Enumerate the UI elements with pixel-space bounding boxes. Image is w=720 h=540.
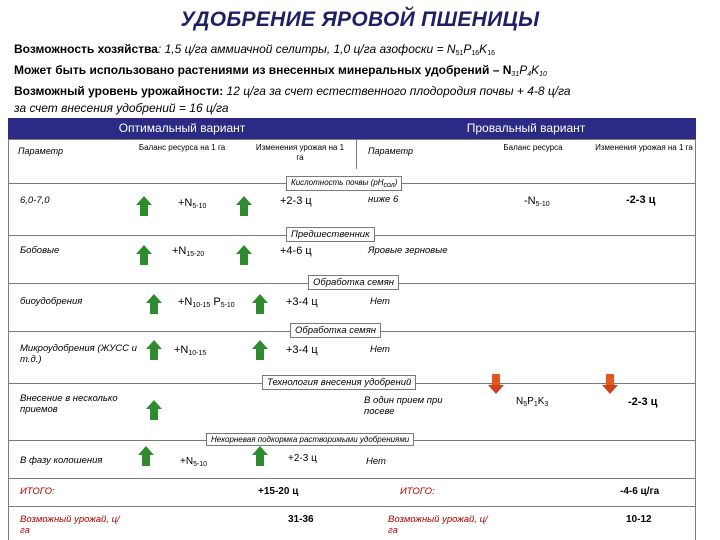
arrow-up-icon [138, 446, 154, 466]
sub: 10 [539, 71, 547, 78]
sub: 5-10 [535, 201, 550, 208]
comparison-table [8, 139, 696, 540]
row2-yield: +4-6 ц [280, 245, 312, 257]
col-balance-right: Баланс ресурса [503, 143, 563, 152]
yield-level-text-2: за счет внесения удобрений = 16 ц/га [14, 101, 229, 115]
k-letter: K [479, 42, 488, 56]
sub: 1 [533, 401, 538, 408]
row2-balance [172, 245, 204, 258]
band-foliar: Некорневая подкормка растворимыми удобрениями [206, 433, 414, 446]
arrow-up-icon [136, 245, 152, 265]
row5-fail-param: В один прием при посеве [364, 395, 443, 417]
sub: 5-10 [193, 461, 208, 468]
col-param-left: Параметр [18, 146, 64, 156]
band-acidity-text: Кислотность почвы (pH [291, 178, 384, 187]
row3-balance [178, 296, 235, 309]
arrow-down-icon [602, 374, 618, 394]
row2-balance-n: +N [172, 245, 187, 257]
band-line [8, 506, 696, 507]
p-letter: P [463, 42, 472, 56]
row3-fail-param: Нет [370, 296, 390, 307]
farm-capability-text: : 1,5 ц/га аммиачной селитры, 1,0 ц/га азофоски = N [157, 42, 456, 56]
row5-fail-yield: -2-3 ц [628, 396, 658, 408]
sub: 16 [487, 50, 495, 57]
row3-yield: +3-4 ц [286, 296, 318, 308]
sub: 3 [544, 401, 549, 408]
usable-nutrients-text: Может быть использовано растениями из внесенных минеральных удобрений – N [14, 63, 512, 77]
row2-fail-param: Яровые зерновые [368, 245, 448, 256]
row1-fail-param: ниже 6 [368, 194, 399, 205]
yield-level-label: Возможный уровень урожайности: [14, 84, 224, 98]
fail-total-label: ИТОГО: [400, 486, 435, 497]
sub: 5-10 [192, 203, 207, 210]
row1-fail-yield: -2-3 ц [626, 194, 656, 206]
failed-header: Провальный вариант [356, 118, 696, 139]
arrow-up-icon [236, 245, 252, 265]
optimal-header: Оптимальный вариант [8, 118, 356, 139]
sub: 5 [523, 401, 528, 408]
p-letter: P [527, 396, 534, 407]
arrow-up-icon [146, 340, 162, 360]
k-letter: K [531, 63, 540, 77]
arrow-up-icon [146, 400, 162, 420]
p-letter: P [519, 63, 528, 77]
arrow-up-icon [252, 340, 268, 360]
sub: 4 [527, 71, 532, 78]
sub: 10-15 [192, 302, 211, 309]
sub: 10-15 [188, 350, 207, 357]
total-value: +15-20 ц [258, 486, 299, 497]
row3-balance-n: +N [178, 296, 193, 308]
row6-fail-param: Нет [366, 456, 386, 467]
arrow-up-icon [146, 294, 162, 314]
row4-param: Микроудобрения (ЖУСС и т.д.) [20, 343, 137, 365]
fail-possible-label: Возможный урожай, ц/га [388, 514, 488, 536]
k-letter: K [537, 396, 545, 407]
row5-fail-balance [516, 396, 548, 408]
row6-balance [180, 456, 207, 468]
possible-value: 31-36 [288, 514, 314, 525]
row2-param: Бобовые [20, 245, 60, 256]
row3-balance-p: P [210, 296, 221, 308]
row4-balance-n: +N [174, 344, 189, 356]
band-acidity [286, 176, 402, 191]
row1-balance-n: +N [178, 197, 193, 209]
farm-capability-label: Возможность хозяйства [14, 42, 158, 56]
page-title: УДОБРЕНИЕ ЯРОВОЙ ПШЕНИЦЫ [180, 8, 540, 31]
divider [356, 139, 357, 169]
sub: 51 [455, 50, 464, 57]
arrow-up-icon [252, 446, 268, 466]
band-tech: Технология внесения удобрений [262, 375, 416, 390]
row1-yield: +2-3 ц [280, 195, 312, 207]
col-yield-right: Изменения урожая на 1 га [595, 143, 693, 152]
band-seeds-1: Обработка семян [308, 275, 399, 290]
col-balance-left: Баланс ресурса на 1 га [138, 143, 226, 152]
band-acidity-end: ) [394, 178, 398, 187]
band-predecessor: Предшественник [286, 227, 375, 242]
row1-balance [178, 197, 206, 210]
row1-param: 6,0-7,0 [20, 195, 50, 206]
band-line [8, 478, 696, 479]
sub: 5-10 [220, 302, 235, 309]
arrow-down-icon [488, 374, 504, 394]
fail-possible-value: 10-12 [626, 514, 652, 525]
sub: 15-20 [186, 251, 205, 258]
possible-label: Возможный урожай, ц/га [20, 514, 120, 536]
intro-text [14, 41, 714, 117]
row4-balance [174, 344, 206, 357]
sub: 31 [511, 71, 520, 78]
row6-yield: +2-3 ц [288, 453, 317, 464]
sub: 16 [471, 50, 480, 57]
band-seeds-2: Обработка семян [290, 323, 381, 338]
n-letter: N [516, 396, 524, 407]
total-label: ИТОГО: [20, 486, 55, 497]
row1-fail-balance [524, 195, 550, 208]
yield-level-text: 12 ц/га за счет естественного плодородия почвы + 4-8 ц/га [223, 84, 571, 98]
sub: сол [383, 182, 395, 189]
row4-yield: +3-4 ц [286, 344, 318, 356]
row5-param: Внесение в несколько приемов [20, 393, 118, 415]
row6-param: В фазу колошения [20, 455, 103, 466]
arrow-up-icon [236, 196, 252, 216]
row1-fail-balance-n: -N [524, 195, 536, 207]
arrow-up-icon [136, 196, 152, 216]
row6-balance-n: +N [180, 456, 194, 467]
fail-total-value: -4-6 ц/га [620, 486, 660, 497]
row3-param: биоудобрения [20, 296, 83, 307]
arrow-up-icon [252, 294, 268, 314]
col-param-right: Параметр [368, 146, 414, 156]
col-yield-left: Изменения урожая на 1 га [255, 143, 345, 162]
row4-fail-param: Нет [370, 344, 390, 355]
